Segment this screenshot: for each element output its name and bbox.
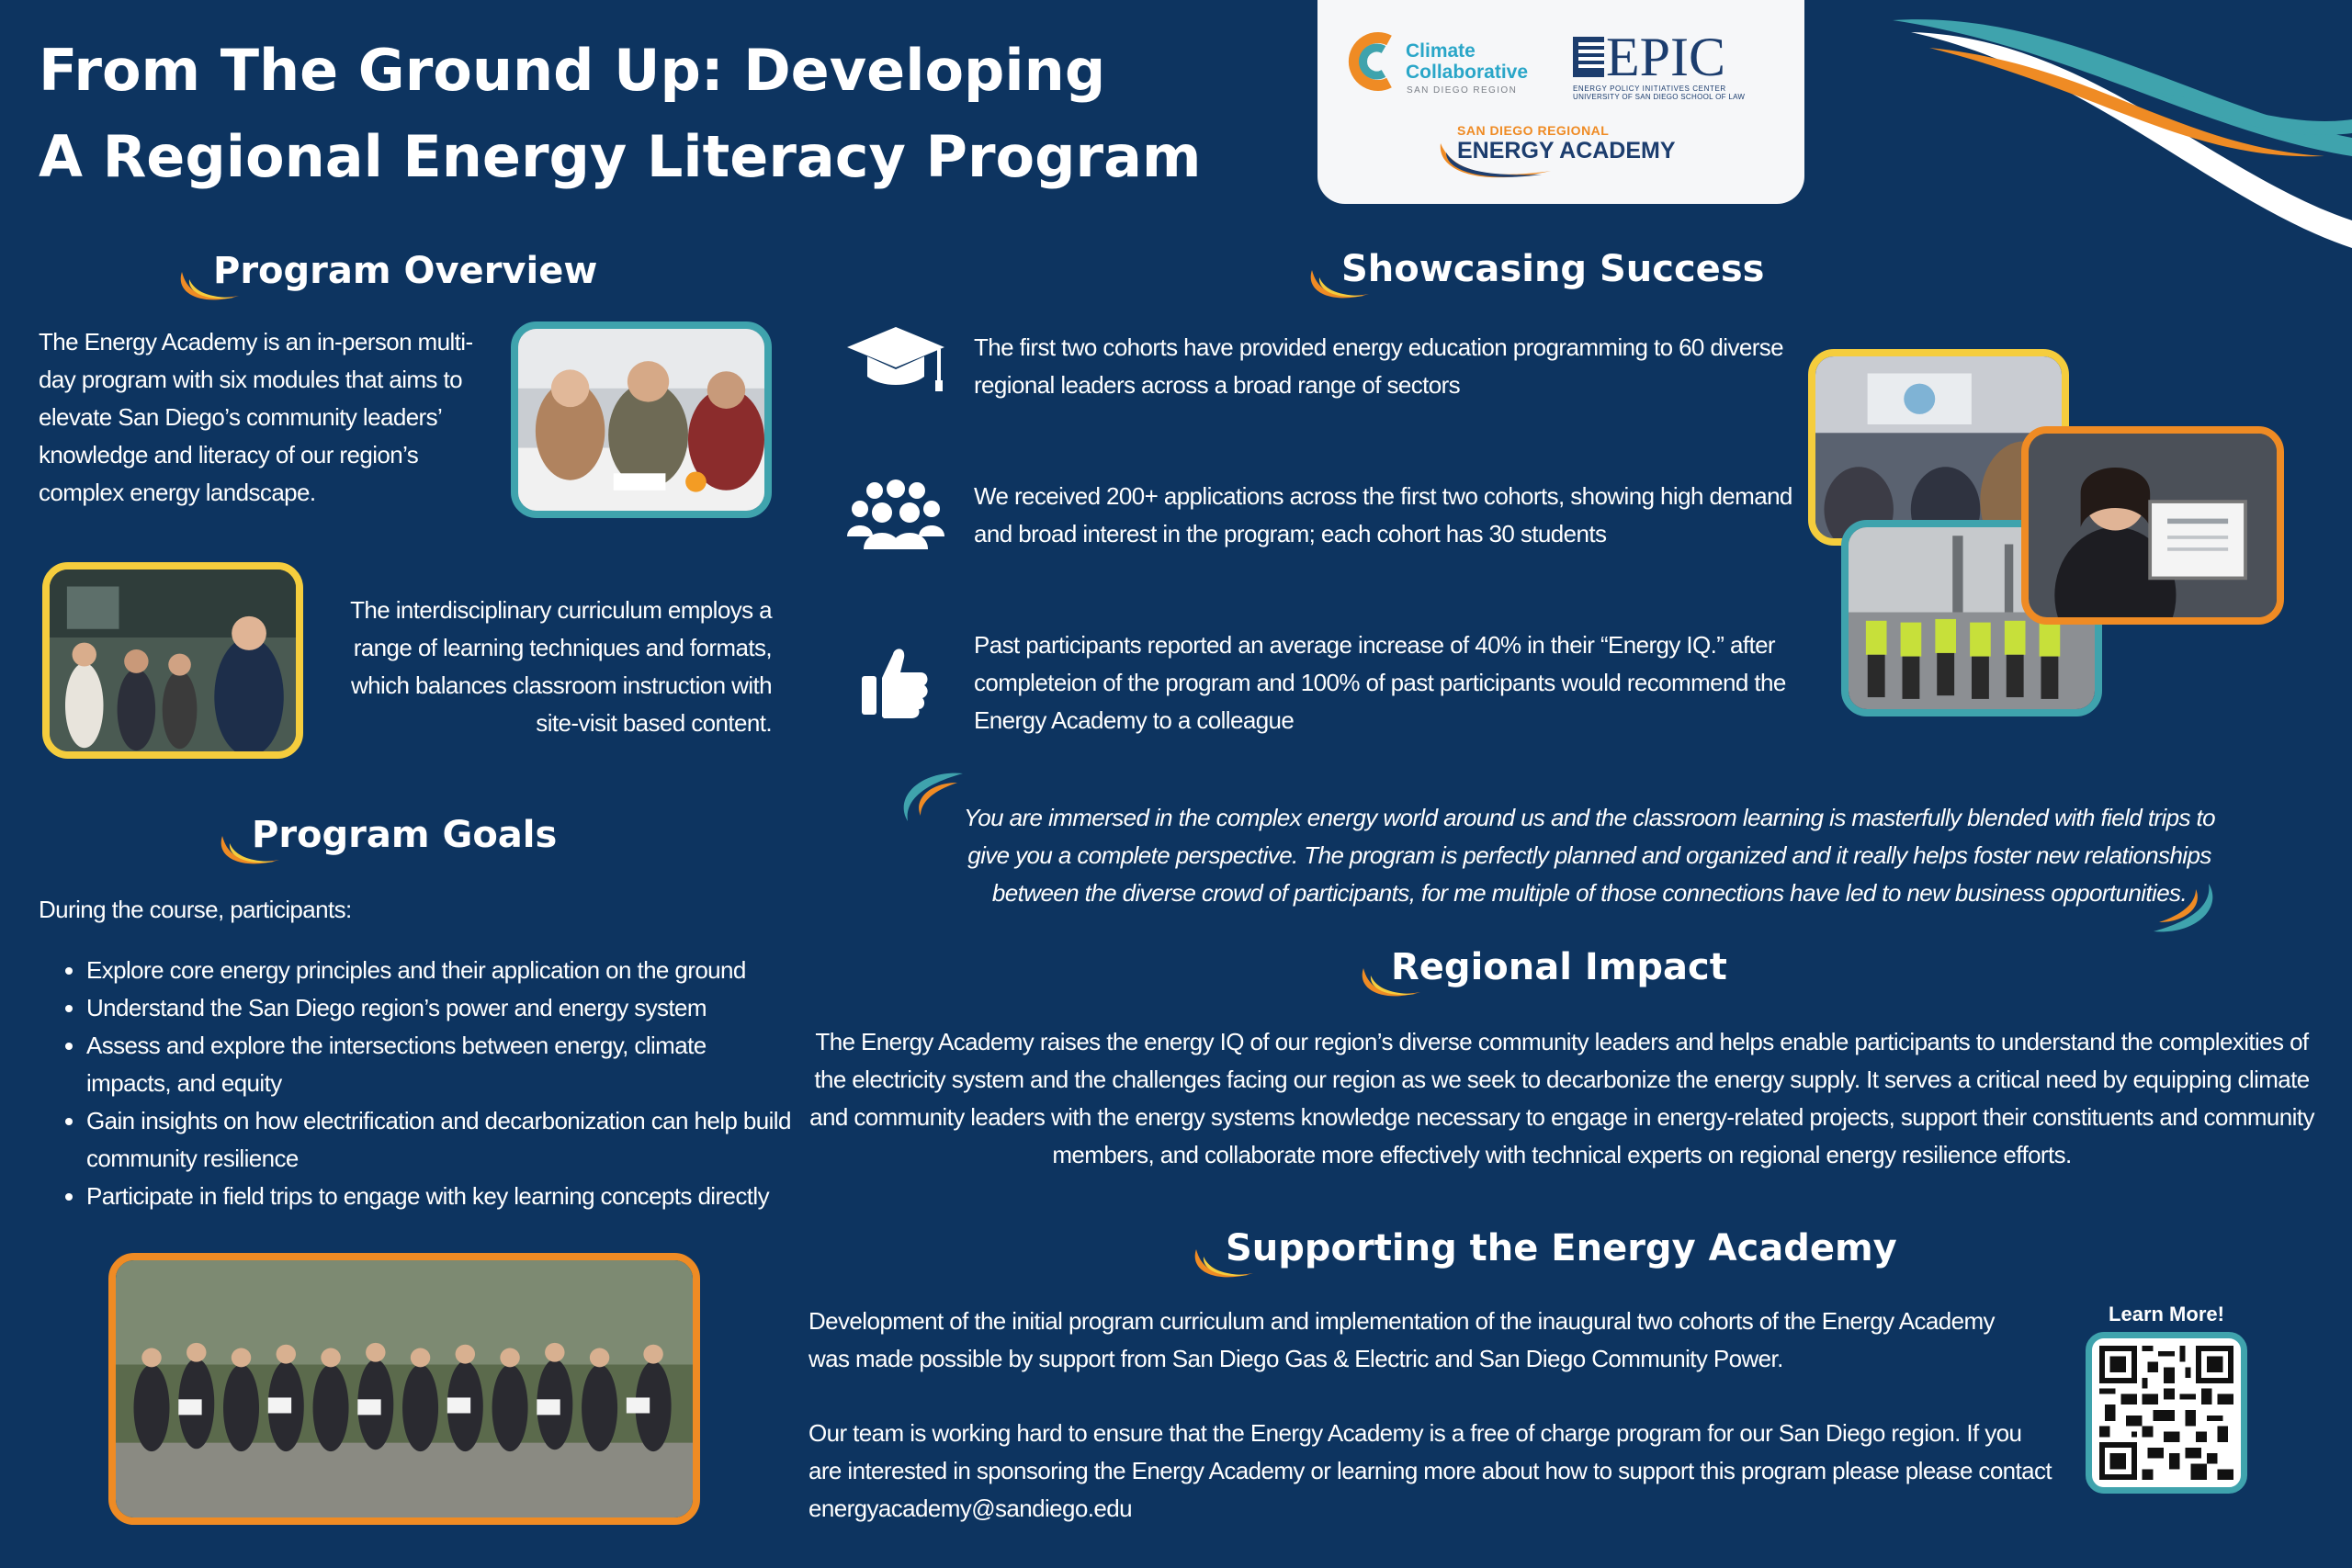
participant-quote: You are immersed in the complex energy world around us and the classroom learning is masterfully blended with field trips to give you a complete perspective. The program is perfectly planned and organized and it really helps foster new relationships between the diverse crowd of participants, for me multiple of those connections have led to new business opportunities.: [963, 804, 2216, 907]
climate-logo-sub: SAN DIEGO REGION: [1407, 85, 1518, 96]
title-line-1: From The Ground Up: Developing: [39, 37, 1106, 104]
thumbs-up-icon: [862, 645, 928, 718]
program-goals-heading: Program Goals: [252, 814, 558, 856]
climate-collaborative-logo-icon: [1343, 29, 1396, 94]
epic-logo: [1573, 27, 1746, 101]
academy-logo-name: ENERGY ACADEMY: [1457, 138, 1676, 164]
goals-list: [39, 952, 792, 1215]
qr-code-icon[interactable]: [2099, 1346, 2233, 1480]
success-item-text: The first two cohorts have provided energy education programming to 60 diverse regional leaders across a broad range of sectors: [974, 333, 1784, 399]
climate-logo-line-1: Climate: [1406, 40, 1476, 62]
decorative-swoosh: [1874, 0, 2352, 248]
goals-intro: During the course, participants:: [39, 896, 352, 923]
group-icon: [847, 479, 944, 549]
qr-label: Learn More!: [2109, 1303, 2224, 1325]
supporting-heading: Supporting the Energy Academy: [1226, 1227, 1897, 1269]
goals-list-container: [39, 952, 792, 1215]
epic-logo-sub-2: UNIVERSITY OF SAN DIEGO SCHOOL OF LAW: [1573, 93, 1746, 101]
climate-logo-line-2: Collaborative: [1406, 62, 1529, 83]
program-overview-text: The Energy Academy is an in-person multi-day program with six modules that aims to elevate San Diego’s community leaders’ knowledge and literacy of our region’s complex energy landscape.: [39, 328, 473, 506]
showcasing-success-heading: Showcasing Success: [1341, 248, 1765, 290]
program-overview-heading: Program Overview: [213, 250, 598, 292]
academy-logo-sub: SAN DIEGO REGIONAL: [1457, 123, 1610, 138]
regional-impact-heading: Regional Impact: [1391, 946, 1727, 988]
certificate-photo: [2021, 426, 2284, 625]
site-visit-photo: [42, 562, 303, 759]
regional-impact-text: The Energy Academy raises the energy IQ of our region’s diverse community leaders and helps enable participants to understand the complexities of the electricity system and the challenges facing our region as we seek to decarbonize the energy supply. It serves a critical need by equipping climate and community leaders with the energy systems knowledge necessary to engage in energy-related projects, support their constituents and community members, and collaborate more effectively with technical experts on regional energy resilience efforts.: [809, 1028, 2314, 1168]
energy-academy-logo: [1457, 123, 1676, 164]
group-photo: [108, 1253, 700, 1525]
support-text-2: Our team is working hard to ensure that the Energy Academy is a free of charge program for our San Diego region. If you are interested in sponsoring the Energy Academy or learning more about how to support this program please please contact energyacademy@sandiego.edu: [808, 1419, 2052, 1522]
epic-logo-icon: [1573, 35, 1604, 79]
close-quote-swoosh-icon: [2150, 880, 2223, 935]
climate-collaborative-logo: [1406, 40, 1528, 99]
goal-item: • Understand the San Diego region’s power and energy system: [86, 989, 792, 1027]
goal-item: • Assess and explore the intersections between energy, climate impacts, and equity: [86, 1027, 792, 1102]
epic-logo-name: EPIC: [1606, 27, 1726, 87]
classroom-photo: [511, 321, 772, 518]
goal-item: • Explore core energy principles and their application on the ground: [86, 952, 792, 989]
success-item-text: We received 200+ applications across the first two cohorts, showing high demand and broad interest in the program; each cohort has 30 students: [974, 482, 1792, 547]
graduation-cap-icon: [845, 323, 946, 397]
title-line-2: A Regional Energy Literacy Program: [39, 123, 1202, 190]
support-text-1: Development of the initial program curriculum and implementation of the inaugural two cohorts of the Energy Academy was made possible by support from San Diego Gas & Electric and San Diego Community Power.: [808, 1307, 1995, 1372]
curriculum-text: The interdisciplinary curriculum employs a range of learning techniques and formats, which balances classroom instruction with site-visit based content.: [350, 596, 772, 737]
goal-item: • Participate in field trips to engage with key learning concepts directly: [86, 1178, 792, 1215]
epic-logo-sub-1: ENERGY POLICY INITIATIVES CENTER: [1573, 85, 1726, 93]
page-title: [39, 28, 1306, 200]
success-item-text: Past participants reported an average increase of 40% in their “Energy IQ.” after completeion of the program and 100% of past participants would recommend the Energy Academy to a colleague: [974, 631, 1786, 734]
logo-panel: [1317, 0, 1804, 204]
goal-item: • Gain insights on how electrification and decarbonization can help build community resilience: [86, 1102, 792, 1178]
qr-code-frame[interactable]: [2086, 1332, 2247, 1494]
